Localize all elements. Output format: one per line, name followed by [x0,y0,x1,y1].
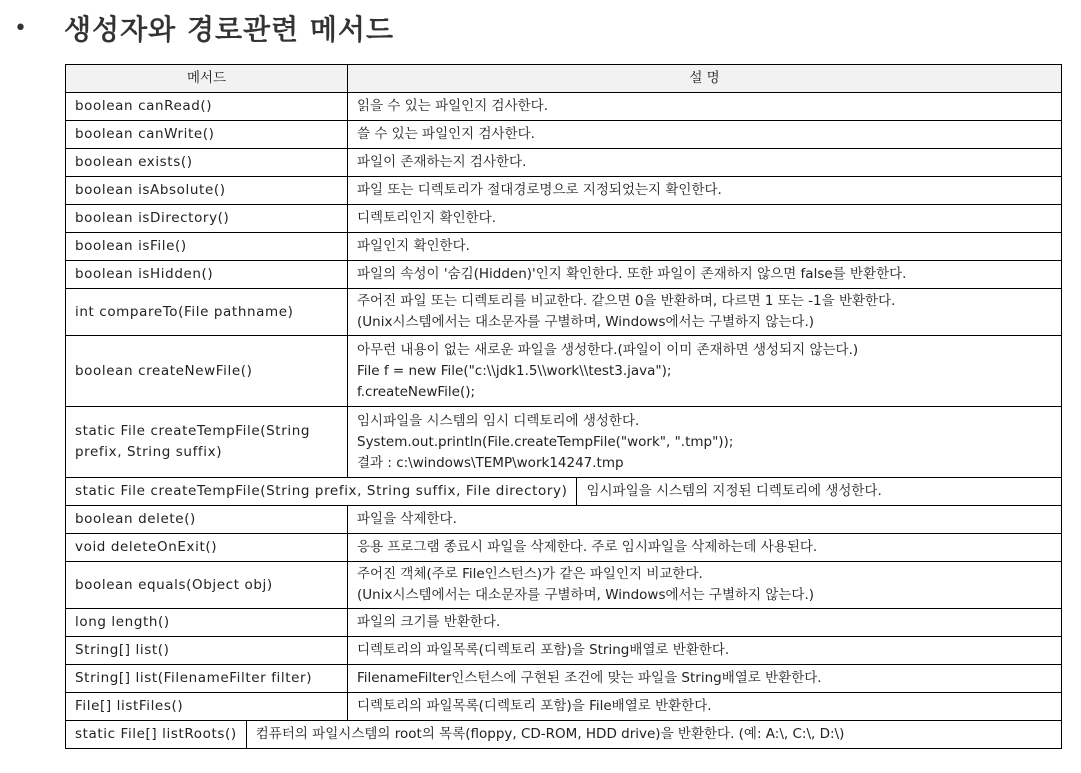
header-method: 메서드 [66,65,348,93]
method-cell: File[] listFiles() [66,693,348,721]
description-cell [348,665,1062,693]
description-line: FilenameFilter인스턴스에 구현된 조건에 맞는 파일을 String배열로 반환한다. [357,670,822,686]
method-cell: boolean isAbsolute() [66,177,348,205]
description-cell [348,693,1062,721]
method-cell: String[] list(FilenameFilter filter) [66,665,348,693]
description-line: 파일의 크기를 반환한다. [357,614,501,630]
method-cell: boolean canRead() [66,93,348,121]
table-row [66,665,1062,693]
method-cell: long length() [66,609,348,637]
method-cell: boolean isDirectory() [66,205,348,233]
table-row [66,233,1062,261]
header-description: 설 명 [348,65,1062,93]
description-cell [348,93,1062,121]
description-cell [348,534,1062,562]
table-row [66,93,1062,121]
table-row [66,637,1062,665]
description-line: File f = new File("c:\\jdk1.5\\work\\test3.java"); [357,362,672,379]
description-line: 결과 : c:\windows\TEMP\work14247.tmp [357,454,624,471]
description-line: 읽을 수 있는 파일인지 검사한다. [357,98,548,114]
method-table-wrapper [65,64,1061,749]
description-line: f.createNewFile(); [357,383,476,400]
description-cell [348,336,1062,407]
table-row [66,177,1062,205]
table-row [66,149,1062,177]
method-cell: boolean canWrite() [66,121,348,149]
description-cell [348,205,1062,233]
table-body [66,93,1062,749]
description-cell [348,609,1062,637]
table-row [66,289,1062,336]
table-row [66,121,1062,149]
description-line: 디렉토리인지 확인한다. [357,210,496,226]
method-cell: static File createTempFile(String prefix, String suffix, File directory) [75,483,568,499]
method-cell: boolean exists() [66,149,348,177]
method-cell: static File createTempFile(String prefix, String suffix) [66,407,348,478]
table-row [66,721,1062,749]
method-cell: boolean delete() [66,506,348,534]
description-line: 디렉토리의 파일목록(디렉토리 포함)을 File배열로 반환한다. [357,698,712,714]
description-line: 아무런 내용이 없는 새로운 파일을 생성한다.(파일이 이미 존재하면 생성되지 않는다.) [357,341,859,358]
description-line: 응용 프로그램 종료시 파일을 삭제한다. 주로 임시파일을 삭제하는데 사용된다. [357,539,818,555]
description-cell [348,506,1062,534]
table-row [66,205,1062,233]
method-table [65,64,1062,749]
table-row [66,609,1062,637]
description-cell [348,233,1062,261]
slide-title-row [14,4,394,52]
method-cell: static File[] listRoots() [75,726,237,742]
method-cell: String[] list() [66,637,348,665]
description-line: 임시파일을 시스템의 임시 디렉토리에 생성한다. [357,412,640,429]
description-cell [348,261,1062,289]
description-cell [348,177,1062,205]
method-cell: boolean isFile() [66,233,348,261]
description-line: System.out.println(File.createTempFile("work", ".tmp")); [357,433,734,450]
description-line: 파일의 속성이 '숨김(Hidden)'인지 확인한다. 또한 파일이 존재하지 않으면 false를 반환한다. [357,266,907,282]
table-row [66,407,1062,478]
description-line: 파일이 존재하는지 검사한다. [357,154,527,170]
description-line: 파일 또는 디렉토리가 절대경로명으로 지정되었는지 확인한다. [357,182,722,198]
description-cell: 임시파일을 시스템의 지정된 디렉토리에 생성한다. [576,478,1061,505]
description-line: (Unix시스템에서는 대소문자를 구별하며, Windows에서는 구별하지 않는다.) [357,587,815,603]
table-row [66,506,1062,534]
table-row [66,534,1062,562]
description-line: 주어진 파일 또는 디렉토리를 비교한다. 같으면 0을 반환하며, 다르면 1 또는 -1을 반환한다. [357,293,896,309]
description-cell [348,407,1062,478]
description-line: (Unix시스템에서는 대소문자를 구별하며, Windows에서는 구별하지 않는다.) [357,314,815,330]
page-title: 생성자와 경로관련 메서드 [64,13,395,46]
bullet-icon: • [14,15,27,41]
table-row [66,478,1062,506]
description-line: 주어진 객체(주로 File인스턴스)가 같은 파일인지 비교한다. [357,566,703,582]
method-cell: void deleteOnExit() [66,534,348,562]
description-line: 파일인지 확인한다. [357,238,470,254]
description-line: 파일을 삭제한다. [357,511,457,527]
description-cell [348,289,1062,336]
method-cell: int compareTo(File pathname) [66,289,348,336]
method-cell: boolean createNewFile() [66,336,348,407]
description-cell: 컴퓨터의 파일시스템의 root의 목록(floppy, CD-ROM, HDD drive)을 반환한다. (예: A:\, C:\, D:\) [246,721,1061,748]
table-header-row [66,65,1062,93]
table-row [66,562,1062,609]
description-line: 쓸 수 있는 파일인지 검사한다. [357,126,535,142]
description-line: 디렉토리의 파일목록(디렉토리 포함)을 String배열로 반환한다. [357,642,730,658]
description-cell [348,637,1062,665]
description-cell [348,121,1062,149]
method-cell: boolean equals(Object obj) [66,562,348,609]
description-cell [348,562,1062,609]
table-row [66,336,1062,407]
table-row [66,261,1062,289]
table-row [66,693,1062,721]
method-cell: boolean isHidden() [66,261,348,289]
description-cell [348,149,1062,177]
